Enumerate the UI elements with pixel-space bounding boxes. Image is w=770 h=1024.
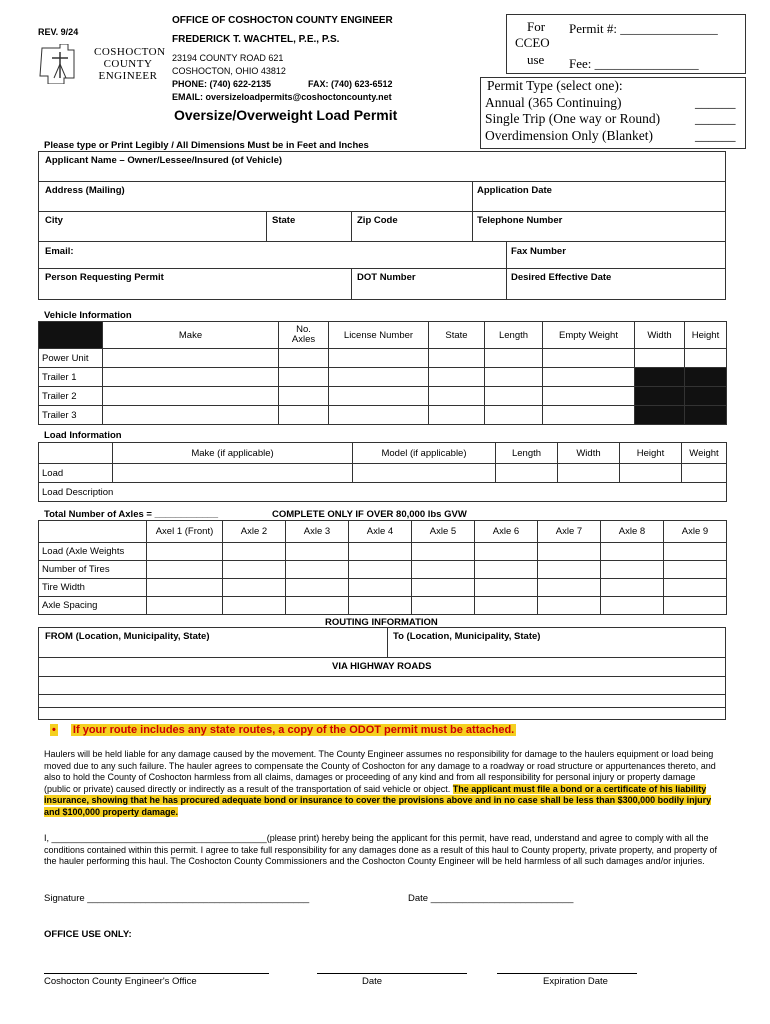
total-axles-field[interactable]: Total Number of Axles = ____________: [44, 509, 218, 520]
axle-row-tires: [39, 561, 727, 579]
axle-col-8: Axle 8: [601, 521, 664, 543]
cell[interactable]: [349, 579, 412, 597]
cell[interactable]: [664, 597, 727, 615]
routing-section: [38, 627, 726, 720]
signature-field[interactable]: Signature __________________________________________: [44, 893, 310, 904]
applicant-agreement: [44, 833, 724, 868]
vehicle-row-trailer-2: [39, 387, 727, 406]
cell[interactable]: [103, 406, 279, 425]
cell[interactable]: [485, 387, 543, 406]
axle-col-5: Axle 5: [412, 521, 475, 543]
blocked-cell: [635, 368, 685, 387]
axle-col-6: Axle 6: [475, 521, 538, 543]
load-description-row: [39, 483, 727, 502]
load-col-length: Length: [496, 443, 558, 464]
office-name: OFFICE OF COSHOCTON COUNTY ENGINEER: [172, 15, 393, 26]
bullet-icon: •: [52, 724, 56, 736]
vehicle-info-heading: Vehicle Information: [44, 310, 132, 321]
route-from-field[interactable]: FROM (Location, Municipality, State): [45, 631, 210, 642]
insurance-requirement: The applicant must file a bond or a certificate of his liability insurance, showing that he has procured adequate bond or insurance to cover the provisions above and in no case shall be less than $300,000 bodily injury and $100,000 property damage.: [44, 783, 712, 817]
cell[interactable]: [147, 561, 223, 579]
row-label: Trailer 3: [39, 406, 103, 425]
telephone-field[interactable]: Telephone Number: [477, 215, 563, 226]
cell[interactable]: [496, 464, 558, 483]
cell[interactable]: [601, 597, 664, 615]
fee-field[interactable]: Fee: ________________: [569, 56, 699, 71]
permit-option-overdimension[interactable]: [481, 128, 745, 145]
cell[interactable]: [103, 387, 279, 406]
cell[interactable]: [429, 349, 485, 368]
axle-row-tire-width: [39, 579, 727, 597]
cell[interactable]: [329, 387, 429, 406]
cell[interactable]: [349, 543, 412, 561]
use-label: use: [527, 52, 545, 67]
permit-number-field[interactable]: Permit #: _______________: [569, 21, 718, 36]
cell[interactable]: [543, 406, 635, 425]
cell[interactable]: [429, 387, 485, 406]
blocked-cell: [635, 387, 685, 406]
cell[interactable]: [223, 543, 286, 561]
cell[interactable]: [475, 543, 538, 561]
vehicle-col-height: Height: [685, 322, 727, 349]
cell[interactable]: [279, 387, 329, 406]
cell[interactable]: [558, 464, 620, 483]
cell[interactable]: [538, 543, 601, 561]
load-col-weight: Weight: [682, 443, 727, 464]
axle-col-7: Axle 7: [538, 521, 601, 543]
vehicle-row-trailer-3: [39, 406, 727, 425]
permit-option-label: Overdimension Only (Blanket): [485, 127, 653, 143]
row-label: Axle Spacing: [39, 597, 147, 615]
instructions: Please type or Print Legibly / All Dimensions Must be in Feet and Inches: [44, 140, 369, 151]
email-field[interactable]: Email:: [45, 246, 74, 257]
cell[interactable]: [620, 464, 682, 483]
cell[interactable]: [329, 368, 429, 387]
cell[interactable]: [475, 579, 538, 597]
county-map-icon: [38, 44, 78, 84]
cell[interactable]: [103, 349, 279, 368]
cell[interactable]: [538, 561, 601, 579]
expiration-date-line[interactable]: [497, 973, 637, 974]
cell[interactable]: [147, 579, 223, 597]
cell[interactable]: [147, 597, 223, 615]
vehicle-col-empty-weight: Empty Weight: [543, 322, 635, 349]
email-address: EMAIL: oversizeloadpermits@coshoctoncounty.net: [172, 92, 392, 102]
axle-col-3: Axle 3: [286, 521, 349, 543]
liability-text: Haulers will be held liable for any damage caused by the movement. The County Engineer assumes no responsibility for damage to the haulers equipment or load being moved due to any such failure. The hauler agrees to compensate the County of Coshocton for any damage to a roadway or road structure or appurtenances thereto, and also to hold the County of Coshocton harmless from all claims, damages or proceeding of any kind and from all responsibility for personal injury or property damage (public or private) caused directly or indirectly as a result of the transportation of said vehicle or object.: [44, 749, 716, 794]
state-field[interactable]: State: [272, 215, 296, 226]
vehicle-col-make: Make: [103, 322, 279, 349]
permit-option-label: Annual (365 Continuing): [485, 94, 622, 110]
axle-row-weights: [39, 543, 727, 561]
effective-date-field[interactable]: Desired Effective Date: [511, 272, 612, 283]
load-col-make: Make (if applicable): [113, 443, 353, 464]
cell[interactable]: [412, 543, 475, 561]
zip-code-field[interactable]: Zip Code: [357, 215, 398, 226]
load-table: [38, 442, 727, 502]
load-col-height: Height: [620, 443, 682, 464]
address-line-2: COSHOCTON, OHIO 43812: [172, 66, 286, 76]
route-to-field[interactable]: To (Location, Municipality, State): [393, 631, 541, 642]
cell[interactable]: [349, 597, 412, 615]
permit-option-blank[interactable]: ______: [695, 111, 736, 126]
address-line-1: 23194 COUNTY ROAD 621: [172, 53, 284, 63]
cell[interactable]: [601, 543, 664, 561]
cell[interactable]: [485, 349, 543, 368]
row-label: Trailer 1: [39, 368, 103, 387]
office-use-heading: OFFICE USE ONLY:: [44, 929, 132, 940]
cell[interactable]: [601, 579, 664, 597]
cell[interactable]: [286, 543, 349, 561]
county-engineer-logo: [38, 44, 166, 84]
cell[interactable]: [279, 406, 329, 425]
odot-notice: [50, 724, 516, 736]
phone-number: PHONE: (740) 622-2135: [172, 79, 272, 89]
axle-col-2: Axle 2: [223, 521, 286, 543]
liability-terms: [44, 749, 724, 818]
load-header-blank: [39, 443, 113, 464]
office-date-label: Date: [362, 976, 383, 987]
vehicle-table: [38, 321, 727, 425]
cell[interactable]: [329, 349, 429, 368]
load-col-width: Width: [558, 443, 620, 464]
cell[interactable]: [635, 349, 685, 368]
row-label: Power Unit: [39, 349, 103, 368]
axle-col-9: Axle 9: [664, 521, 727, 543]
vehicle-header-blank: [39, 322, 103, 349]
cell[interactable]: [223, 597, 286, 615]
revision-label: REV. 9/24: [38, 27, 79, 37]
agreement-prefix: I,: [44, 833, 52, 843]
row-label: Number of Tires: [39, 561, 147, 579]
permit-option-single-trip[interactable]: [481, 111, 745, 128]
fax-number: FAX: (740) 623-6512: [308, 79, 393, 89]
applicant-name-field[interactable]: Applicant Name – Owner/Lessee/Insured (of Vehicle): [45, 155, 283, 166]
cell[interactable]: [412, 561, 475, 579]
cell[interactable]: [412, 579, 475, 597]
cell[interactable]: [349, 561, 412, 579]
permit-type-box: [480, 77, 746, 149]
engineer-name: FREDERICK T. WACHTEL, P.E., P.S.: [172, 34, 340, 45]
logo-text-county: COUNTY: [103, 58, 153, 70]
cell[interactable]: [113, 464, 353, 483]
row-label: Tire Width: [39, 579, 147, 597]
agreement-text: (please print) hereby being the applicant for this permit, have read, understand and agree to comply with all the conditions contained within this permit. I agree to take full responsibility for any damages done as a result of this haul to County property, private property, and property of the hauler performing this haul. The Coshocton County Commissioners and the Coshocton County Engineer will be held harmless of all such damages and/or injuries.: [44, 833, 718, 866]
application-date-field[interactable]: Application Date: [477, 185, 552, 196]
cell[interactable]: [223, 561, 286, 579]
axle-col-4: Axle 4: [349, 521, 412, 543]
permit-option-label: Single Trip (One way or Round): [485, 111, 661, 126]
office-label: Coshocton County Engineer's Office: [44, 976, 197, 987]
odot-notice-text: If your route includes any state routes, a copy of the ODOT permit must be attached.: [72, 724, 515, 736]
vehicle-col-axles: No. Axles: [279, 322, 329, 349]
load-row: [39, 464, 727, 483]
axle-table: [38, 520, 727, 615]
logo-text-coshocton: COSHOCTON: [94, 46, 166, 58]
load-description-field[interactable]: Load Description: [39, 483, 727, 502]
office-date-line[interactable]: [317, 973, 467, 974]
blocked-cell: [685, 406, 727, 425]
cell[interactable]: [103, 368, 279, 387]
axle-col-1: Axel 1 (Front): [147, 521, 223, 543]
city-field[interactable]: City: [45, 215, 63, 226]
permit-type-heading: Permit Type (select one):: [487, 78, 623, 93]
fax-field[interactable]: Fax Number: [511, 246, 566, 257]
cell[interactable]: [485, 406, 543, 425]
cell[interactable]: [412, 597, 475, 615]
row-label: Load (Axle Weights: [39, 543, 147, 561]
via-highway-heading: VIA HIGHWAY ROADS: [332, 661, 432, 672]
vehicle-col-state: State: [429, 322, 485, 349]
cell[interactable]: [685, 349, 727, 368]
permit-option-blank[interactable]: ______: [695, 127, 736, 143]
load-col-model: Model (if applicable): [353, 443, 496, 464]
cell[interactable]: [543, 349, 635, 368]
vehicle-row-power-unit: [39, 349, 727, 368]
cell[interactable]: [279, 368, 329, 387]
dot-number-field[interactable]: DOT Number: [357, 272, 416, 283]
cell[interactable]: [538, 579, 601, 597]
blocked-cell: [685, 387, 727, 406]
cell[interactable]: [664, 543, 727, 561]
gvw-note: COMPLETE ONLY IF OVER 80,000 lbs GVW: [272, 509, 467, 520]
row-label: Trailer 2: [39, 387, 103, 406]
cell[interactable]: [223, 579, 286, 597]
office-use-box: [506, 14, 746, 74]
cell[interactable]: [485, 368, 543, 387]
axle-row-spacing: [39, 597, 727, 615]
mailing-address-field[interactable]: Address (Mailing): [45, 185, 125, 196]
cell[interactable]: [286, 597, 349, 615]
applicant-section: [38, 151, 726, 300]
cell[interactable]: [147, 543, 223, 561]
cell[interactable]: [682, 464, 727, 483]
for-label: For: [527, 19, 546, 34]
cell[interactable]: [279, 349, 329, 368]
vehicle-col-license: License Number: [329, 322, 429, 349]
blocked-cell: [685, 368, 727, 387]
office-signature-line[interactable]: [44, 973, 269, 974]
page-title: Oversize/Overweight Load Permit: [174, 107, 398, 123]
blocked-cell: [635, 406, 685, 425]
vehicle-row-trailer-1: [39, 368, 727, 387]
cell[interactable]: [664, 579, 727, 597]
cell[interactable]: [664, 561, 727, 579]
cell[interactable]: [475, 561, 538, 579]
routing-heading: ROUTING INFORMATION: [325, 617, 438, 628]
expiration-date-label: Expiration Date: [543, 976, 608, 987]
cell[interactable]: [538, 597, 601, 615]
cell[interactable]: [329, 406, 429, 425]
load-info-heading: Load Information: [44, 430, 122, 441]
cell[interactable]: [429, 406, 485, 425]
cell[interactable]: [543, 387, 635, 406]
person-requesting-field[interactable]: Person Requesting Permit: [45, 272, 164, 283]
permit-option-annual[interactable]: [481, 95, 745, 112]
vehicle-col-width: Width: [635, 322, 685, 349]
cell[interactable]: [429, 368, 485, 387]
ceo-label: CCEO: [515, 35, 550, 50]
permit-option-blank[interactable]: ______: [695, 94, 736, 110]
cell[interactable]: [353, 464, 496, 483]
signature-date-field[interactable]: Date ___________________________: [408, 893, 574, 904]
cell[interactable]: [475, 597, 538, 615]
row-label: Load: [39, 464, 113, 483]
cell[interactable]: [601, 561, 664, 579]
cell[interactable]: [286, 561, 349, 579]
vehicle-col-length: Length: [485, 322, 543, 349]
cell[interactable]: [543, 368, 635, 387]
applicant-print-name-field[interactable]: ___________________________________________: [51, 833, 267, 843]
cell[interactable]: [286, 579, 349, 597]
logo-text-engineer: ENGINEER: [98, 70, 158, 82]
axle-header-blank: [39, 521, 147, 543]
